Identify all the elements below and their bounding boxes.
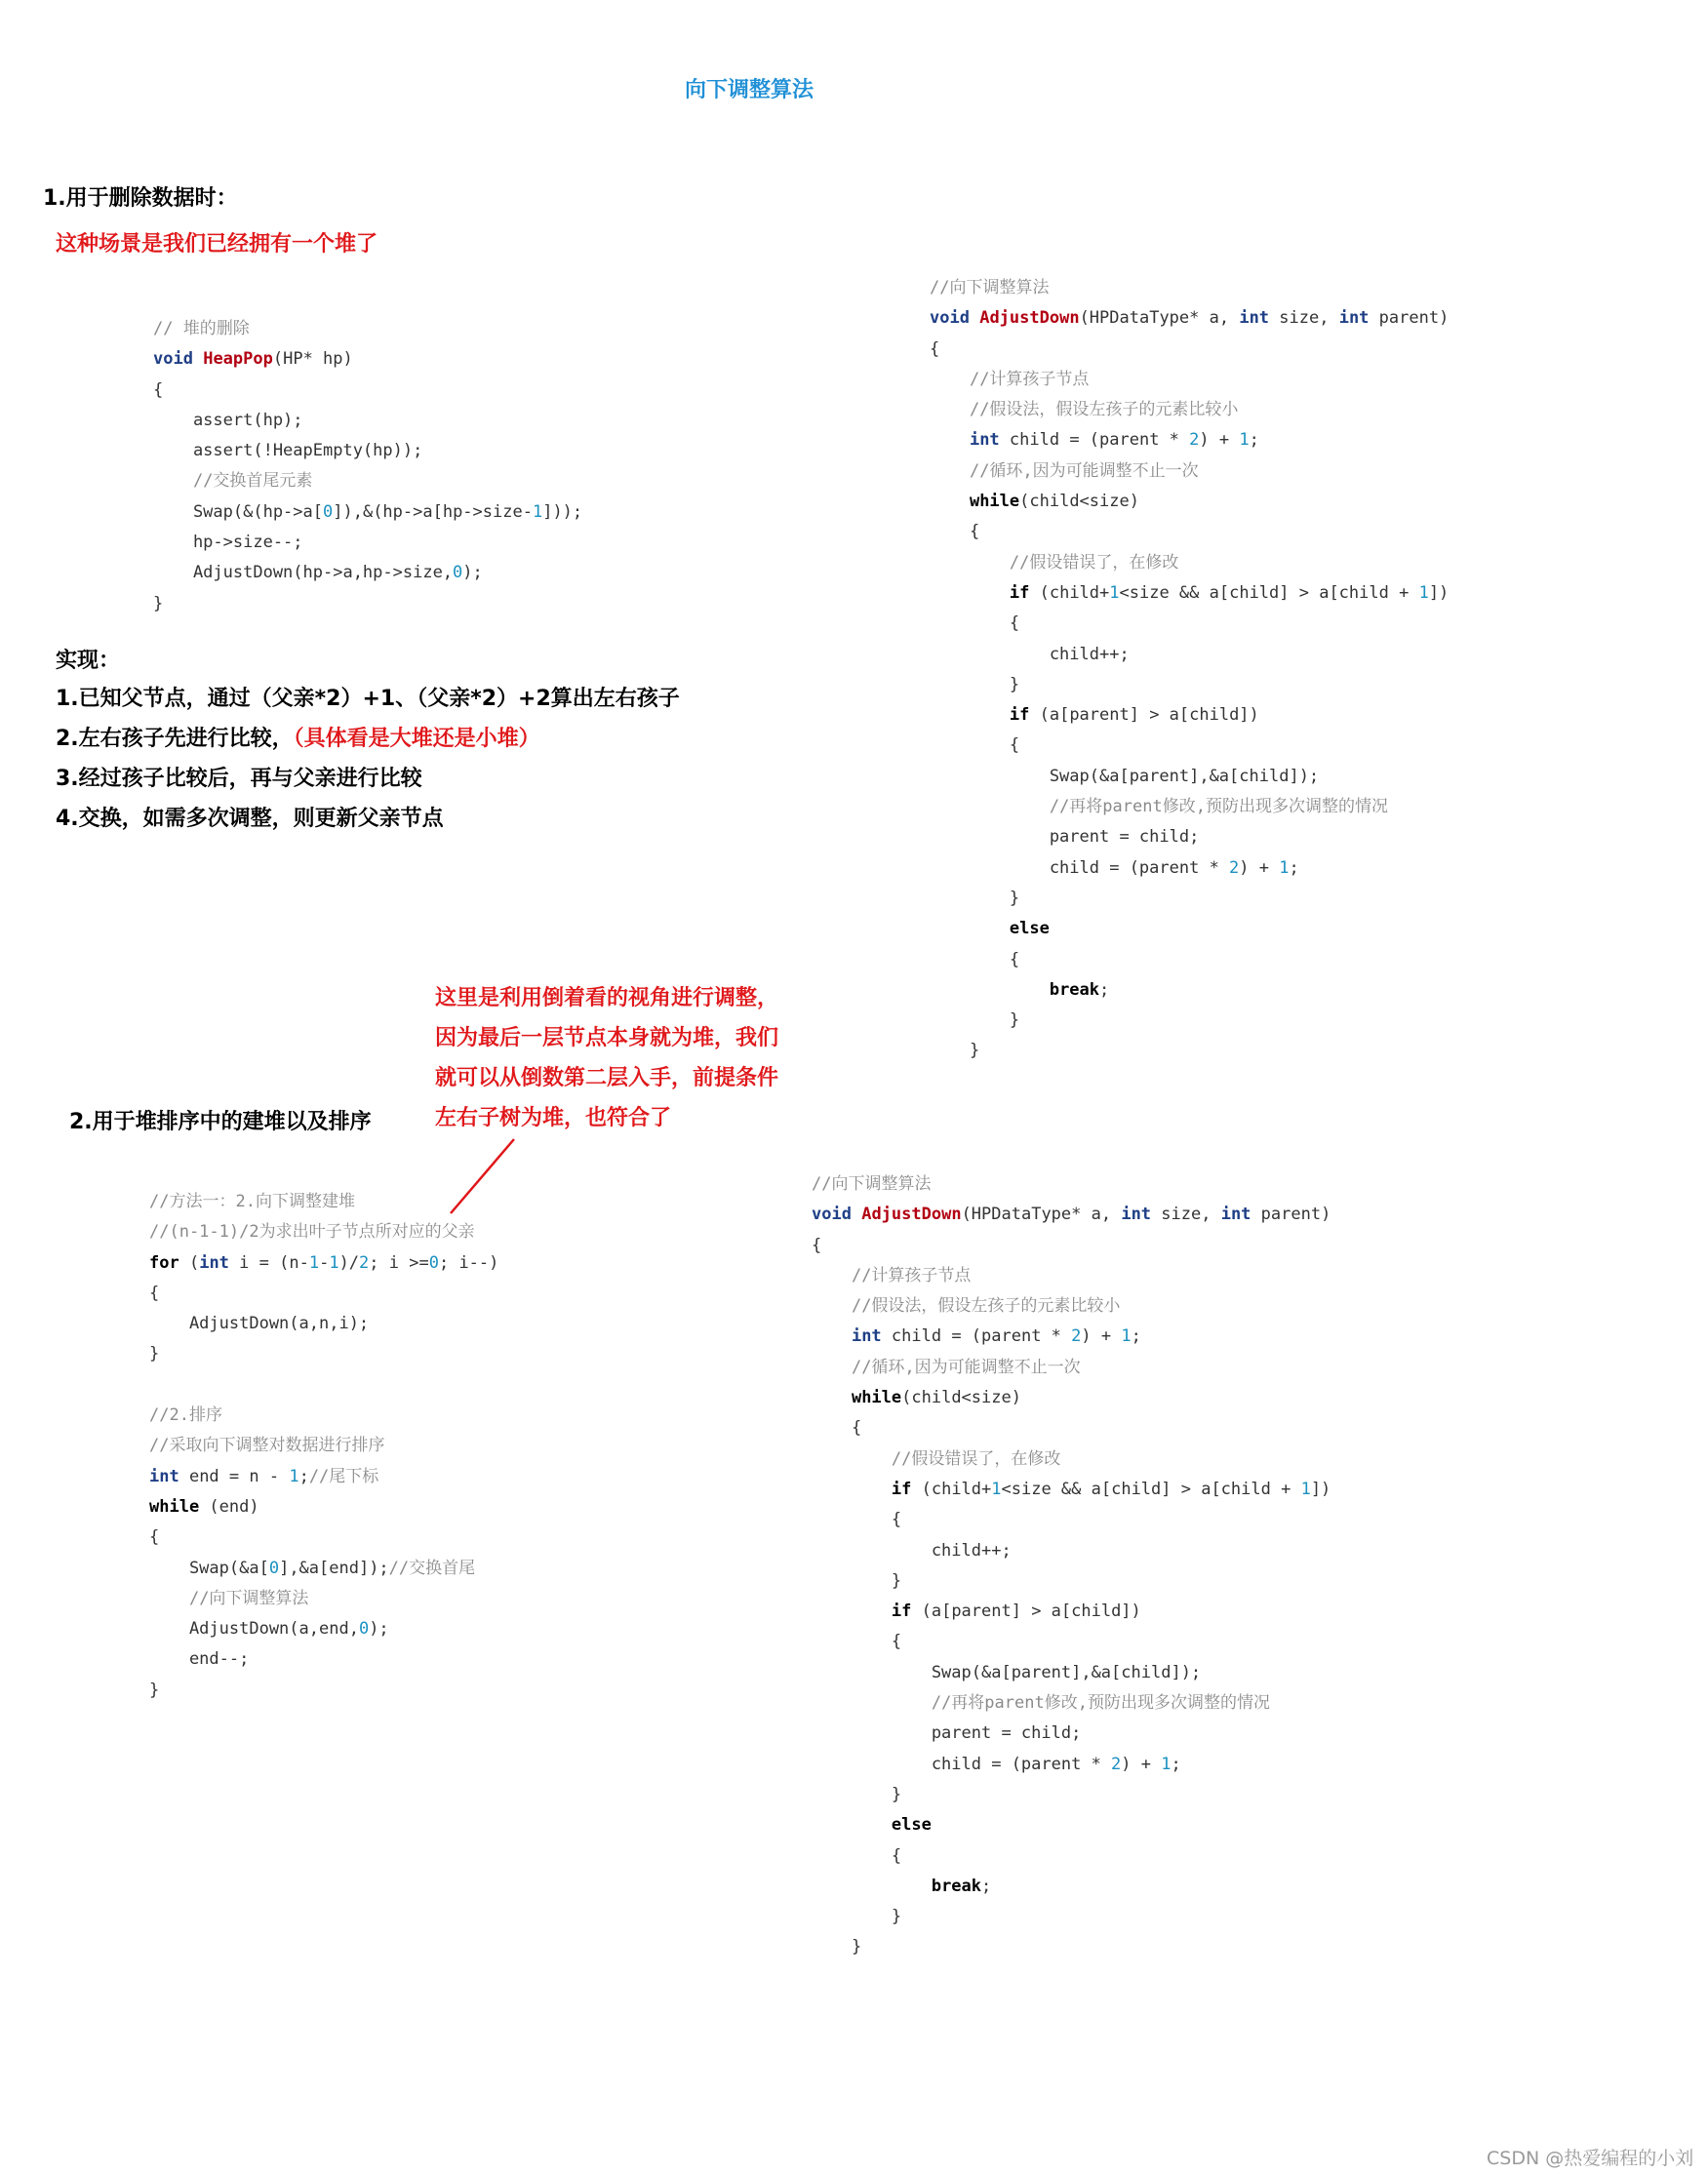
code-line: //向下调整算法: [930, 278, 1050, 297]
code-line: }: [812, 1784, 902, 1804]
code-line: AdjustDown(hp->a,hp->size,0);: [153, 563, 483, 583]
code-line: }: [930, 674, 1020, 694]
code-line: {: [812, 1510, 902, 1530]
code-line: int child = (parent * 2) + 1;: [969, 430, 1259, 451]
code-line: {: [930, 949, 1020, 969]
code-line: while(child<size): [969, 492, 1139, 512]
code-line: while(child<size): [851, 1388, 1021, 1408]
code-line: if (a[parent] > a[child]): [1009, 705, 1259, 726]
code-line: Swap(&a[0],&a[end]);//交换首尾: [149, 1558, 476, 1578]
section2-heading: 2.用于堆排序中的建堆以及排序: [69, 1110, 372, 1134]
code-line: //2.排序: [149, 1405, 222, 1426]
code-line: {: [930, 338, 940, 359]
code-line: for (int i = (n-1-1)/2; i >=0; i--): [149, 1252, 499, 1273]
code-line: child++;: [930, 644, 1130, 664]
code-line: //循环,因为可能调整不止一次: [969, 460, 1199, 481]
code-line: void HeapPop(HP* hp): [153, 349, 353, 370]
code-line: else: [1009, 919, 1050, 939]
code-line: Swap(&(hp->a[0]),&(hp->a[hp->size-1]));: [153, 501, 583, 522]
impl-step: 1.已知父节点，通过（父亲*2）+1、（父亲*2）+2算出左右孩子: [56, 687, 680, 711]
code-line: }: [153, 593, 164, 613]
code-line: //假设错误了，在修改: [1009, 552, 1179, 573]
code-line: break;: [931, 1876, 992, 1896]
section2-note: [435, 978, 778, 1138]
note-line: 因为最后一层节点本身就为堆，我们: [435, 1026, 779, 1050]
code-line: {: [930, 735, 1020, 756]
impl-heading: 实现：: [56, 649, 121, 673]
code-line: Swap(&a[parent],&a[child]);: [930, 766, 1320, 786]
adjustdown-code-block-bottom: [812, 1169, 1331, 1963]
impl-step: 4.交换，如需多次调整，则更新父亲节点: [56, 807, 444, 831]
code-line: parent = child;: [930, 827, 1200, 848]
code-line: assert(hp);: [153, 410, 303, 430]
code-line: child++;: [812, 1540, 1012, 1561]
section1-heading: 1.用于删除数据时：: [43, 186, 238, 211]
code-line: //再将parent修改,预防出现多次调整的情况: [931, 1693, 1270, 1714]
code-line: }: [812, 1907, 902, 1927]
code-line: AdjustDown(a,end,0);: [149, 1619, 389, 1640]
code-line: break;: [1049, 979, 1110, 1000]
code-line: }: [149, 1344, 160, 1364]
note-line: 这里是利用倒着看的视角进行调整，: [435, 986, 779, 1010]
code-line: }: [930, 1010, 1020, 1031]
page-title: 向下调整算法: [685, 78, 814, 102]
code-line: {: [812, 1632, 902, 1652]
code-line: //假设错误了，在修改: [891, 1448, 1061, 1469]
code-line: {: [153, 379, 164, 400]
note-line: 就可以从倒数第二层入手，前提条件: [435, 1066, 779, 1090]
code-line: child = (parent * 2) + 1;: [930, 857, 1299, 878]
code-line: //计算孩子节点: [969, 369, 1090, 389]
impl-steps: [56, 679, 680, 839]
adjustdown-code-block-top: [930, 273, 1449, 1067]
code-line: {: [149, 1283, 160, 1303]
code-line: int child = (parent * 2) + 1;: [851, 1326, 1141, 1347]
impl-step: 2.左右孩子先进行比较，（具体看是大堆还是小堆）: [56, 727, 540, 751]
note-line: 左右子树为堆，也符合了: [435, 1106, 672, 1130]
code-line: //向下调整算法: [812, 1174, 932, 1194]
code-line: {: [930, 613, 1020, 634]
code-line: void AdjustDown(HPDataType* a, int size, int parent): [812, 1205, 1331, 1225]
code-line: }: [149, 1680, 160, 1700]
code-line: Swap(&a[parent],&a[child]);: [812, 1662, 1202, 1682]
code-line: assert(!HeapEmpty(hp));: [153, 441, 423, 461]
code-line: //方法一：2.向下调整建堆: [149, 1192, 355, 1211]
code-line: while (end): [149, 1496, 259, 1517]
code-line: }: [812, 1937, 862, 1958]
code-line: }: [930, 888, 1020, 908]
code-line: }: [930, 1041, 980, 1061]
code-line: //计算孩子节点: [851, 1265, 972, 1285]
code-line: //假设法，假设左孩子的元素比较小: [969, 400, 1239, 420]
code-line: {: [812, 1418, 862, 1439]
code-line: void AdjustDown(HPDataType* a, int size, int parent): [930, 308, 1450, 329]
code-line: // 堆的删除: [153, 319, 250, 338]
code-line: }: [812, 1570, 902, 1591]
code-line: else: [891, 1815, 932, 1836]
code-line: int end = n - 1;//尾下标: [149, 1466, 379, 1486]
heapsort-code-block: [149, 1187, 498, 1706]
code-line: //向下调整算法: [188, 1588, 309, 1608]
code-line: {: [812, 1235, 822, 1255]
code-line: hp->size--;: [153, 533, 303, 553]
code-line: //再将parent修改,预防出现多次调整的情况: [1049, 797, 1388, 817]
watermark: CSDN @热爱编程的小刘: [1487, 2148, 1694, 2169]
code-line: //采取向下调整对数据进行排序: [149, 1436, 385, 1456]
code-line: if (child+1<size && a[child] > a[child + 1]): [891, 1479, 1331, 1499]
section1-note: 这种场景是我们已经拥有一个堆了: [56, 232, 378, 257]
code-line: {: [812, 1845, 902, 1866]
code-line: //交换首尾元素: [192, 471, 313, 492]
code-line: child = (parent * 2) + 1;: [812, 1754, 1181, 1774]
code-line: AdjustDown(a,n,i);: [149, 1314, 370, 1334]
code-line: {: [930, 522, 980, 542]
code-line: //假设法，假设左孩子的元素比较小: [851, 1296, 1121, 1317]
code-line: end--;: [149, 1649, 250, 1670]
code-line: if (a[parent] > a[child]): [891, 1602, 1141, 1622]
code-line: //(n-1-1)/2为求出叶子节点所对应的父亲: [149, 1222, 475, 1243]
heappop-code-block: [153, 314, 582, 619]
code-line: if (child+1<size && a[child] > a[child + 1]): [1009, 582, 1450, 603]
code-line: parent = child;: [812, 1723, 1082, 1744]
impl-step: 3.经过孩子比较后，再与父亲进行比较: [56, 767, 422, 791]
code-line: //循环,因为可能调整不止一次: [851, 1357, 1081, 1377]
code-line: {: [149, 1527, 160, 1548]
